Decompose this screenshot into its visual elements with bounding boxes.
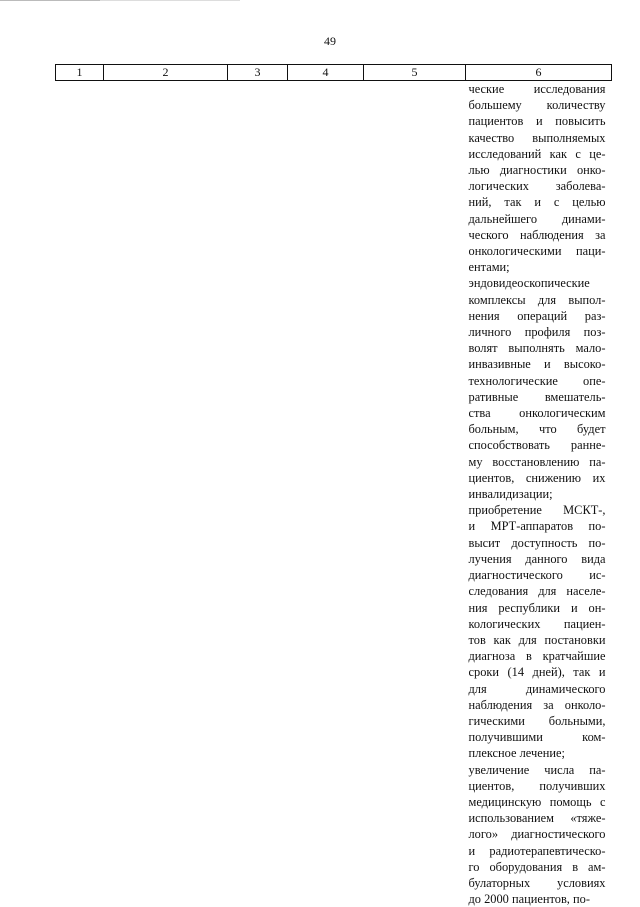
text-line: онкологическими паци- <box>469 243 606 259</box>
text-line: лью диагностики онко- <box>469 162 606 178</box>
column-header-3: 3 <box>228 65 288 81</box>
text-line: диагноза в кратчайшие <box>469 648 606 664</box>
text-line: логических заболева- <box>469 178 606 194</box>
cell-col-5 <box>364 81 466 907</box>
text-line: ния республики и он- <box>469 600 606 616</box>
text-line: ентами; <box>469 259 606 275</box>
text-line: следования для населе- <box>469 583 606 599</box>
text-line: ративные вмешатель- <box>469 389 606 405</box>
text-line: плексное лечение; <box>469 745 606 761</box>
text-line: способствовать ранне- <box>469 437 606 453</box>
text-line: циентов, получивших <box>469 778 606 794</box>
paragraph <box>469 502 606 761</box>
text-line: булаторных условиях <box>469 875 606 891</box>
text-line: му восстановлению па- <box>469 454 606 470</box>
cell-col-6-text <box>466 81 612 907</box>
text-line: инвазивные и высоко- <box>469 356 606 372</box>
text-line: сроки (14 дней), так и <box>469 664 606 680</box>
text-line: медицинскую помощь с <box>469 794 606 810</box>
text-line: эндовидеоскопические <box>469 275 606 291</box>
text-line: приобретение МСКТ-, <box>469 502 606 518</box>
text-line: увеличение числа па- <box>469 762 606 778</box>
text-line: ческого наблюдения за <box>469 227 606 243</box>
text-line: тов как для постановки <box>469 632 606 648</box>
top-rule-right <box>100 0 240 1</box>
cell-col-4 <box>288 81 364 907</box>
text-line: до 2000 пациентов, по- <box>469 891 606 907</box>
table-header-row <box>56 65 612 81</box>
paragraph <box>469 275 606 502</box>
text-line: технологические опе- <box>469 373 606 389</box>
document-table <box>55 64 612 907</box>
text-line: дальнейшего динами- <box>469 211 606 227</box>
text-line: личного профиля поз- <box>469 324 606 340</box>
text-line: и радиотерапевтическо- <box>469 843 606 859</box>
text-line: ний, так и с целью <box>469 194 606 210</box>
text-line: нения операций раз- <box>469 308 606 324</box>
text-line: кологических пациен- <box>469 616 606 632</box>
cell-col-2 <box>104 81 228 907</box>
column-header-2: 2 <box>104 65 228 81</box>
text-line: использованием «тяже- <box>469 810 606 826</box>
text-line: циентов, снижению их <box>469 470 606 486</box>
paragraph <box>469 762 606 907</box>
text-line: ческие исследования <box>469 81 606 97</box>
cell-col-1 <box>56 81 104 907</box>
column-header-5: 5 <box>364 65 466 81</box>
text-line: инвалидизации; <box>469 486 606 502</box>
page-number: 49 <box>310 34 350 49</box>
text-line: пациентов и повысить <box>469 113 606 129</box>
text-line: комплексы для выпол- <box>469 292 606 308</box>
text-line: лого» диагностического <box>469 826 606 842</box>
text-line: для динамического <box>469 681 606 697</box>
text-line: высит доступность по- <box>469 535 606 551</box>
text-line: лучения данного вида <box>469 551 606 567</box>
text-line: и МРТ-аппаратов по- <box>469 518 606 534</box>
text-line: ства онкологическим <box>469 405 606 421</box>
top-rule-left <box>0 0 100 1</box>
paragraph <box>469 81 606 275</box>
column-header-4: 4 <box>288 65 364 81</box>
text-line: гическими больными, <box>469 713 606 729</box>
text-line: качество выполняемых <box>469 130 606 146</box>
column-header-1: 1 <box>56 65 104 81</box>
text-line: исследований как с це- <box>469 146 606 162</box>
text-line: получившими ком- <box>469 729 606 745</box>
text-line: больным, что будет <box>469 421 606 437</box>
text-line: большему количеству <box>469 97 606 113</box>
text-line: волят выполнять мало- <box>469 340 606 356</box>
cell-col-3 <box>228 81 288 907</box>
column-header-6: 6 <box>466 65 612 81</box>
table-row <box>56 81 612 907</box>
text-line: наблюдения за онколо- <box>469 697 606 713</box>
text-line: диагностического ис- <box>469 567 606 583</box>
text-line: го оборудования в ам- <box>469 859 606 875</box>
